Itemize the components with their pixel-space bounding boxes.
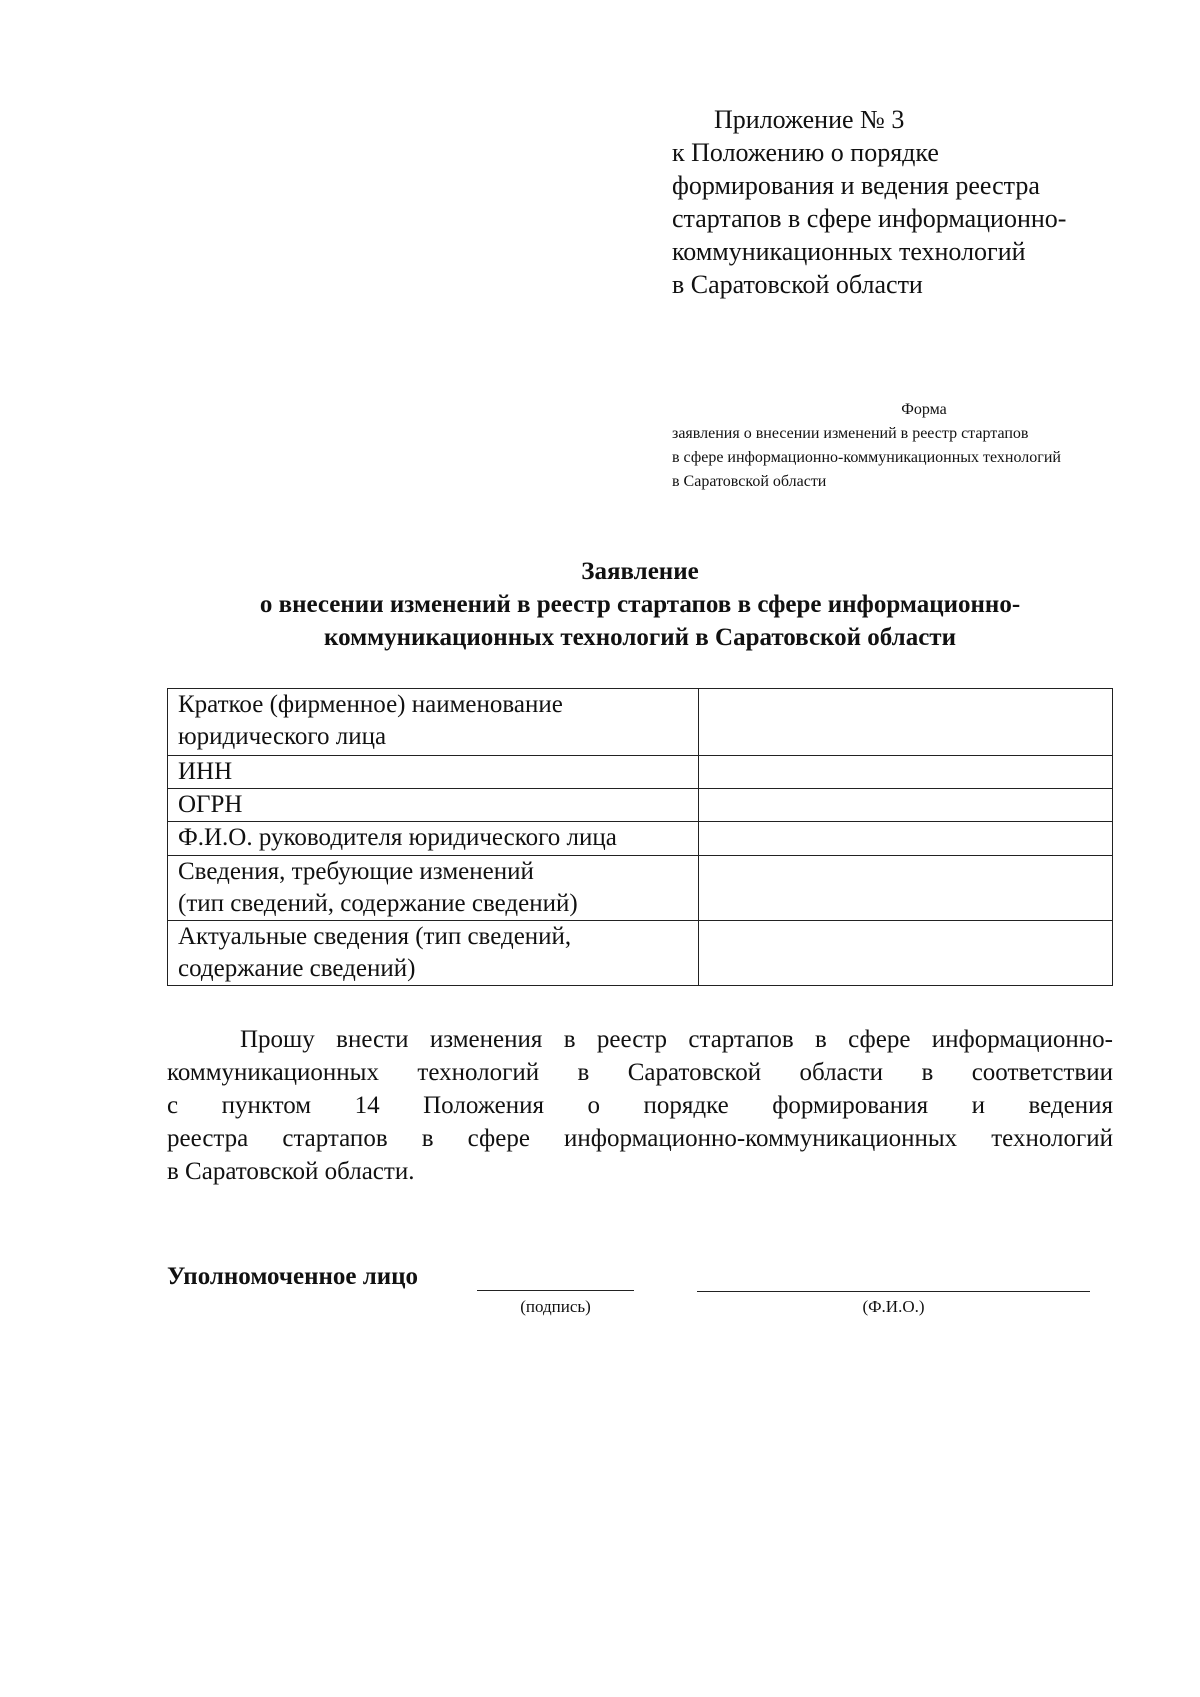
appendix-line: формирования и ведения реестра (672, 171, 1040, 200)
appendix-line: Приложение № 3 (714, 105, 905, 134)
paragraph-word: в (577, 1059, 590, 1086)
paragraph-word: Прошу (240, 1026, 315, 1053)
paragraph-word: технологий (417, 1059, 540, 1086)
paragraph-word: порядке (643, 1092, 729, 1119)
paragraph-line (167, 1023, 1113, 1056)
row-label (168, 756, 699, 789)
request-paragraph (167, 1023, 1113, 1188)
table-row (168, 856, 1113, 921)
row-value-cell[interactable] (698, 822, 1112, 856)
paragraph-word: о (587, 1092, 600, 1119)
paragraph-line (167, 1089, 1113, 1122)
application-table (167, 688, 1113, 986)
authorized-person-label: Уполномоченное лицо (167, 1263, 419, 1290)
paragraph-word: формирования (772, 1092, 929, 1119)
paragraph-word: пунктом (221, 1092, 312, 1119)
row-value-cell[interactable] (698, 689, 1112, 756)
document-title-line: о внесении изменений в реестр стартапов в сфере информационно- (259, 591, 1021, 618)
row-label-line: Сведения, требующие изменений (178, 858, 534, 885)
full-name-caption: (Ф.И.О.) (862, 1297, 925, 1316)
full-name-line[interactable] (697, 1291, 1090, 1292)
document-title (160, 555, 1120, 654)
row-label (168, 822, 699, 856)
row-label (168, 856, 699, 921)
paragraph-word: реестр (596, 1026, 668, 1053)
paragraph-word: изменения (429, 1026, 543, 1053)
paragraph-word: информационно- (931, 1026, 1113, 1053)
row-label-line: юридического лица (178, 723, 387, 750)
paragraph-line (167, 1122, 1113, 1155)
table-row (168, 921, 1113, 986)
paragraph-word: сфере (467, 1125, 530, 1152)
paragraph-word: соответствии (971, 1059, 1113, 1086)
table-row (168, 789, 1113, 822)
paragraph-word: и (971, 1092, 985, 1119)
paragraph-word: Положения (423, 1092, 544, 1119)
appendix-line: в Саратовской области (672, 270, 923, 299)
signature-caption: (подпись) (520, 1297, 591, 1316)
paragraph-line: в Саратовской области. (167, 1158, 415, 1185)
paragraph-word: области (799, 1059, 884, 1086)
paragraph-word: сфере (848, 1026, 911, 1053)
table-row (168, 822, 1113, 856)
row-value-cell[interactable] (698, 756, 1112, 789)
row-label-line: (тип сведений, содержание сведений) (178, 890, 578, 917)
paragraph-word: внести (336, 1026, 409, 1053)
form-caption (672, 398, 1120, 494)
table-row (168, 689, 1113, 756)
row-value-cell[interactable] (698, 921, 1112, 986)
paragraph-word: стартапов (282, 1125, 388, 1152)
paragraph-word: ведения (1028, 1092, 1113, 1119)
paragraph-line (167, 1056, 1113, 1089)
appendix-reference (672, 103, 1142, 301)
form-caption-line: в сфере информационно-коммуникационных технологий (672, 449, 1061, 466)
appendix-line: стартапов в сфере информационно- (672, 204, 1067, 233)
paragraph-word: в (563, 1026, 576, 1053)
paragraph-word: коммуникационных (167, 1059, 379, 1086)
paragraph-word: реестра (167, 1125, 249, 1152)
paragraph-word: стартапов (688, 1026, 794, 1053)
form-caption-line: заявления о внесении изменений в реестр стартапов (672, 425, 1029, 442)
row-label-line: содержание сведений) (178, 955, 416, 982)
row-label-line: Ф.И.О. руководителя юридического лица (178, 824, 617, 851)
paragraph-word: в (421, 1125, 434, 1152)
form-caption-line: в Саратовской области (672, 473, 827, 490)
row-label (168, 921, 699, 986)
row-value-cell[interactable] (698, 789, 1112, 822)
paragraph-word: в (921, 1059, 934, 1086)
row-label (168, 789, 699, 822)
paragraph-word: в (815, 1026, 827, 1053)
row-label-line: Краткое (фирменное) наименование (178, 691, 563, 718)
document-title-line: коммуникационных технологий в Саратовской области (324, 624, 956, 651)
row-label-line: ИНН (178, 758, 233, 785)
paragraph-word: технологий (991, 1125, 1113, 1152)
row-label-line: ОГРН (178, 791, 243, 818)
form-caption-title: Форма (901, 401, 947, 418)
paragraph-word: Саратовской (627, 1059, 762, 1086)
appendix-line: коммуникационных технологий (672, 237, 1026, 266)
paragraph-word: 14 (354, 1092, 380, 1119)
row-label-line: Актуальные сведения (тип сведений, (178, 923, 572, 950)
paragraph-word: с (167, 1092, 179, 1119)
row-label (168, 689, 699, 756)
paragraph-word: информационно-коммуникационных (564, 1125, 958, 1152)
appendix-line: к Положению о порядке (672, 138, 939, 167)
document-title-line: Заявление (581, 558, 699, 585)
table-row (168, 756, 1113, 789)
signature-line[interactable] (477, 1290, 634, 1291)
row-value-cell[interactable] (698, 856, 1112, 921)
